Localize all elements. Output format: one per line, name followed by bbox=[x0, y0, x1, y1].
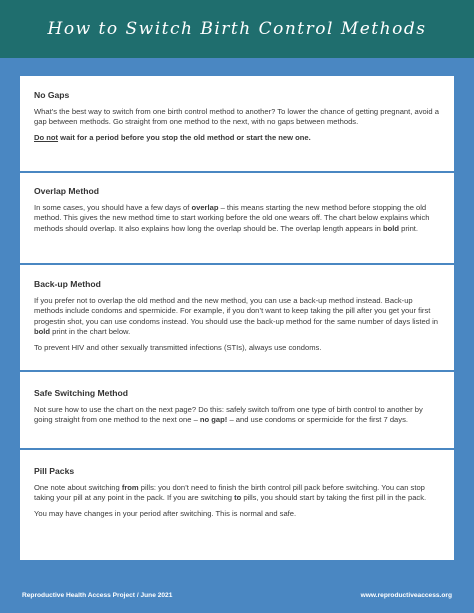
bold-text: bold bbox=[382, 223, 400, 233]
section-divider bbox=[20, 171, 454, 173]
section-paragraph: What’s the best way to switch from one birth control method to another? To lower the chance of getting pregnant, avoid a gap between methods. Go straight from one method to the next, with no gaps between methods. bbox=[34, 107, 439, 127]
section-paragraph: You may have changes in your period after switching. This is normal and safe. bbox=[34, 508, 297, 518]
section-heading: Overlap Method bbox=[34, 186, 99, 196]
section-divider bbox=[20, 448, 454, 450]
section-overlap-method bbox=[34, 186, 440, 239]
section-heading: No Gaps bbox=[34, 90, 70, 100]
emphasis-text: Do not bbox=[34, 132, 59, 142]
bold-text: bold bbox=[34, 327, 51, 337]
body-text: If you prefer not to overlap the old method and the new method, you can use a back-up method instead. Back-up methods include condoms and spermicide. For example, if you don’t want to keep taking the pill after you get your first progestin shot, you can use condoms instead. You should use the back-up method for the same number of days listed in bbox=[34, 296, 438, 326]
section-paragraph: To prevent HIV and other sexually transmitted infections (STIs), always use condoms. bbox=[34, 342, 322, 352]
body-text: pills: you don’t need to finish the birth control pill pack before switching. You can stop taking your pill at any point in the pack. If you are switching bbox=[34, 483, 425, 503]
section-safe-switching bbox=[34, 388, 440, 431]
footer-website-link[interactable]: www.reproductiveaccess.org bbox=[360, 591, 452, 599]
body-text: pills, you should start by taking the first pill in the pack. bbox=[241, 493, 427, 503]
section-paragraph bbox=[34, 405, 440, 426]
page-header bbox=[0, 0, 474, 58]
body-text: print in the chart below. bbox=[50, 327, 131, 337]
page-title: How to Switch Birth Control Methods bbox=[47, 19, 427, 39]
section-pill-packs bbox=[34, 466, 440, 524]
body-text: – this means starting the new method before stopping the old method. This gives the new method time to start working before the old one wears off. The chart below explains which methods should overlap. It also explains how long the overlap should be. The overlap length appears in bbox=[34, 203, 430, 233]
page-footer bbox=[0, 586, 474, 604]
section-heading: Safe Switching Method bbox=[34, 388, 129, 398]
body-text: Not sure how to use the chart on the next page? Do this: safely switch to/from one type of birth control to another by going straight from one method to the next one – bbox=[34, 405, 423, 425]
bold-text: to bbox=[234, 493, 242, 503]
body-text: In some cases, you should have a few days of bbox=[34, 203, 192, 212]
footer-credit: Reproductive Health Access Project / June 2021 bbox=[22, 591, 173, 599]
body-text: – and use condoms or spermicide for the first 7 days. bbox=[227, 415, 408, 425]
section-paragraph bbox=[34, 133, 440, 143]
section-paragraph bbox=[34, 203, 440, 234]
body-text: wait for a period before you stop the old method or start the new one. bbox=[58, 132, 311, 142]
section-no-gaps bbox=[34, 90, 440, 148]
bold-text: no gap! bbox=[199, 415, 228, 425]
section-divider bbox=[20, 263, 454, 265]
section-heading: Back-up Method bbox=[34, 279, 101, 289]
content-card bbox=[20, 76, 454, 560]
section-paragraph bbox=[34, 296, 440, 338]
section-paragraph bbox=[34, 483, 440, 504]
body-text: One note about switching bbox=[34, 483, 122, 492]
section-backup-method bbox=[34, 279, 440, 358]
section-divider bbox=[20, 370, 454, 372]
bold-text: overlap bbox=[191, 203, 219, 212]
section-heading: Pill Packs bbox=[34, 466, 75, 476]
bold-text: from bbox=[121, 483, 139, 492]
body-text: print. bbox=[399, 223, 419, 233]
